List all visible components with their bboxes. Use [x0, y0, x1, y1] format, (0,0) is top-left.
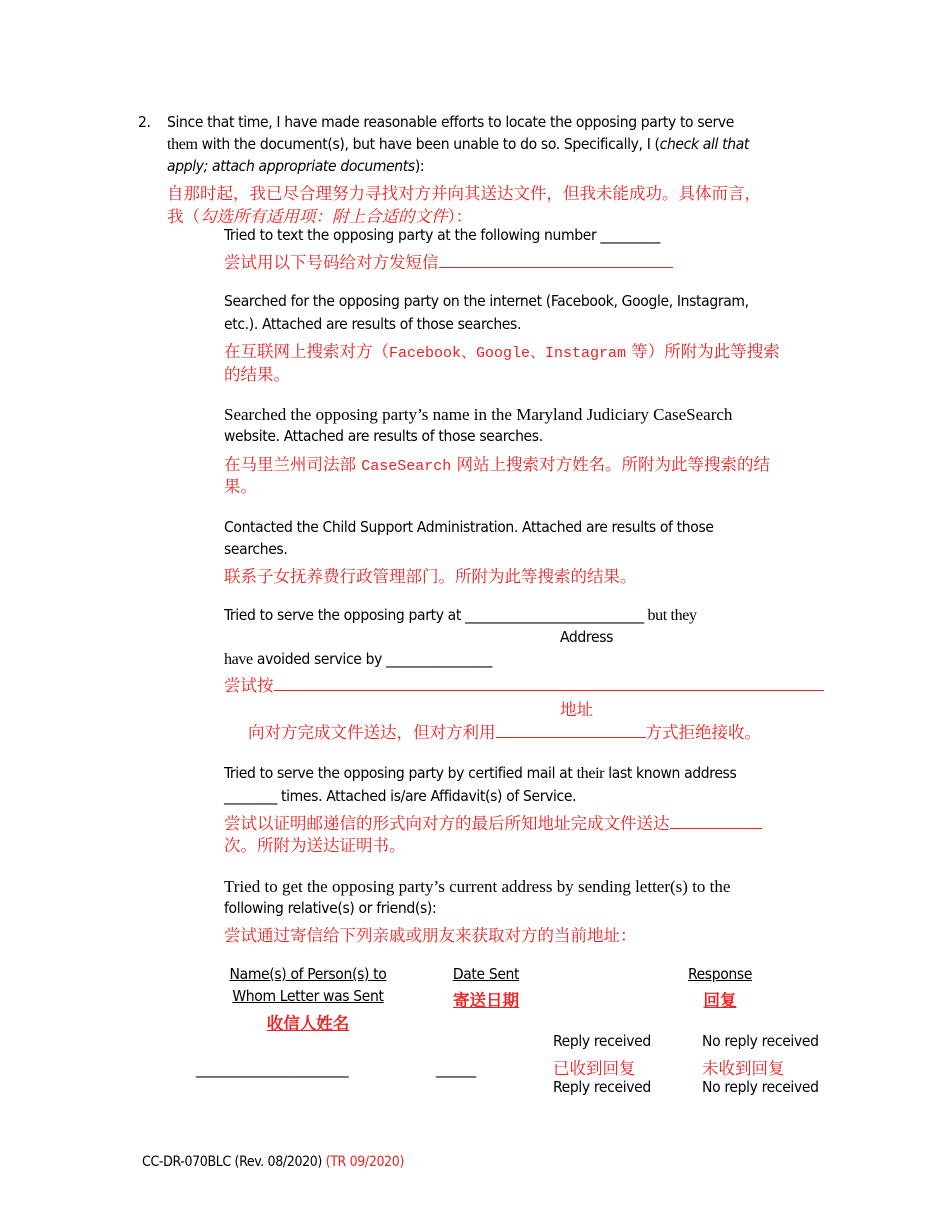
option-child-support-line-2: searches.	[224, 540, 288, 558]
option-internet-zh-b: 等）所附为此等搜索	[626, 342, 780, 361]
intro-instruction-italic-1: check all that	[659, 135, 750, 153]
intro-them: them	[167, 136, 198, 153]
intro-line-2-text: with the document(s), but have been unable to do so. Specifically, I (	[197, 135, 660, 153]
intro-line-2	[167, 135, 749, 154]
option-serve-address-text: Tried to serve the opposing party at ___________________________	[224, 606, 644, 624]
header-name-line-2: Whom Letter was Sent	[232, 987, 384, 1005]
option-certified-mail-zh-text: 尝试以证明邮递信的形式向对方的最后所知地址完成文件送达	[224, 814, 670, 833]
option-internet-zh-sites: Facebook、Google、Instagram	[389, 345, 627, 362]
option-casesearch-zh-site: CaseSearch	[361, 458, 452, 475]
option-certified-mail-b: last known address	[604, 764, 737, 782]
option-serve-address-have: have	[224, 651, 253, 668]
option-certified-mail-zh-line-2: 次。所附为送达证明书。	[224, 836, 406, 855]
address-blank-zh[interactable]	[274, 676, 824, 691]
reply-received-option-zh: 已收到回复	[553, 1059, 636, 1078]
option-serve-address-zh-line-3	[248, 719, 761, 743]
option-internet-line-1[interactable]: Searched for the opposing party on the internet (Facebook, Google, Instagram,	[224, 292, 749, 310]
option-casesearch-line-2: website. Attached are results of those searches.	[224, 427, 543, 445]
phone-number-blank-zh[interactable]	[439, 253, 673, 268]
option-casesearch-zh-a: 在马里兰州司法部	[224, 455, 362, 474]
option-text-number-zh-label: 尝试用以下号码给对方发短信	[224, 253, 439, 272]
no-reply-option[interactable]: No reply received	[702, 1032, 819, 1050]
option-internet-zh-line-2: 的结果。	[224, 365, 290, 384]
option-serve-address-avoided: avoided service by ________________	[252, 650, 492, 668]
intro-zh-line-2	[167, 203, 472, 227]
option-letters-zh: 尝试通过寄信给下列亲戚或朋友来获取对方的当前地址：	[224, 926, 637, 945]
option-certified-mail-line-1[interactable]	[224, 764, 736, 783]
option-casesearch-zh-b: 网站上搜索对方姓名。所附为此等搜索的结	[451, 455, 771, 474]
intro-line-1: Since that time, I have made reasonable efforts to locate the opposing party to serve	[167, 113, 734, 131]
option-serve-address-zh-label: 尝试按	[224, 676, 274, 695]
reply-received-option[interactable]: Reply received	[553, 1032, 651, 1050]
header-date-zh: 寄送日期	[453, 991, 519, 1010]
form-id: CC-DR-070BLC	[142, 1154, 231, 1170]
no-reply-option-zh: 未收到回复	[702, 1059, 785, 1078]
option-internet-zh-a: 在互联网上搜索对方（	[224, 342, 389, 361]
name-blank[interactable]: _______________________	[196, 1060, 349, 1078]
header-date: Date Sent	[452, 965, 520, 983]
option-certified-mail-a: Tried to serve the opposing party by certified mail at	[224, 764, 577, 782]
option-internet-line-2: etc.). Attached are results of those searches.	[224, 315, 522, 333]
intro-zh-instruction-italic: 勾选所有适用项：附上合适的文件	[200, 207, 448, 226]
address-label-zh: 地址	[560, 700, 593, 719]
form-footer	[142, 1154, 404, 1170]
option-serve-address-line-2	[224, 650, 492, 669]
intro-line-3	[167, 157, 424, 175]
option-serve-address-zh-b: 方式拒绝接收。	[645, 723, 761, 742]
option-serve-address-but-they: but they	[643, 607, 697, 624]
header-response: Response	[687, 965, 753, 983]
avoidance-method-blank-zh[interactable]	[496, 723, 646, 738]
item-number: 2.	[138, 113, 151, 131]
form-revision: (Rev. 08/2020)	[230, 1154, 326, 1170]
option-casesearch-line-1[interactable]: Searched the opposing party’s name in the Maryland Judiciary CaseSearch	[224, 405, 733, 424]
intro-zh-line-2-start: 我（	[167, 207, 200, 226]
times-blank-zh[interactable]	[670, 814, 762, 829]
option-casesearch-zh-line-1	[224, 451, 770, 475]
form-translation-revision: (TR 09/2020)	[325, 1154, 405, 1170]
reply-received-option-2[interactable]: Reply received	[553, 1078, 651, 1096]
option-letters-line-1[interactable]: Tried to get the opposing party’s current address by sending letter(s) to the	[224, 877, 731, 896]
address-label: Address	[560, 628, 614, 646]
option-serve-address-zh-a: 向对方完成文件送达，但对方利用	[248, 723, 496, 742]
option-letters-line-2: following relative(s) or friend(s):	[224, 899, 437, 917]
intro-zh-line-1: 自那时起，我已尽合理努力寻找对方并向其送达文件，但我未能成功。具体而言，	[167, 184, 761, 203]
option-certified-mail-zh-line-1	[224, 810, 762, 834]
option-casesearch-zh-line-2: 果。	[224, 477, 257, 496]
intro-line-3-end: ):	[414, 157, 425, 175]
intro-zh-line-2-end: ）：	[447, 207, 473, 226]
no-reply-option-2[interactable]: No reply received	[702, 1078, 819, 1096]
option-certified-mail-their: their	[576, 765, 605, 782]
header-response-zh: 回复	[703, 991, 737, 1010]
option-child-support-line-1[interactable]: Contacted the Child Support Administration. Attached are results of those	[224, 518, 714, 536]
option-internet-zh-line-1	[224, 338, 780, 362]
header-name-line-1: Name(s) of Person(s) to	[229, 965, 387, 983]
intro-instruction-italic-2: apply; attach appropriate documents	[167, 157, 415, 175]
option-serve-address-line-1[interactable]	[224, 606, 697, 625]
option-text-number[interactable]: Tried to text the opposing party at the following number _________	[224, 226, 661, 244]
date-blank[interactable]: ______	[436, 1060, 476, 1078]
option-serve-address-zh-line-1	[224, 672, 824, 696]
option-certified-mail-line-2: ________ times. Attached is/are Affidavit(s) of Service.	[224, 787, 577, 805]
option-child-support-zh: 联系子女抚养费行政管理部门。所附为此等搜索的结果。	[224, 567, 637, 586]
header-name-zh: 收信人姓名	[266, 1014, 350, 1033]
option-text-number-zh	[224, 249, 673, 273]
